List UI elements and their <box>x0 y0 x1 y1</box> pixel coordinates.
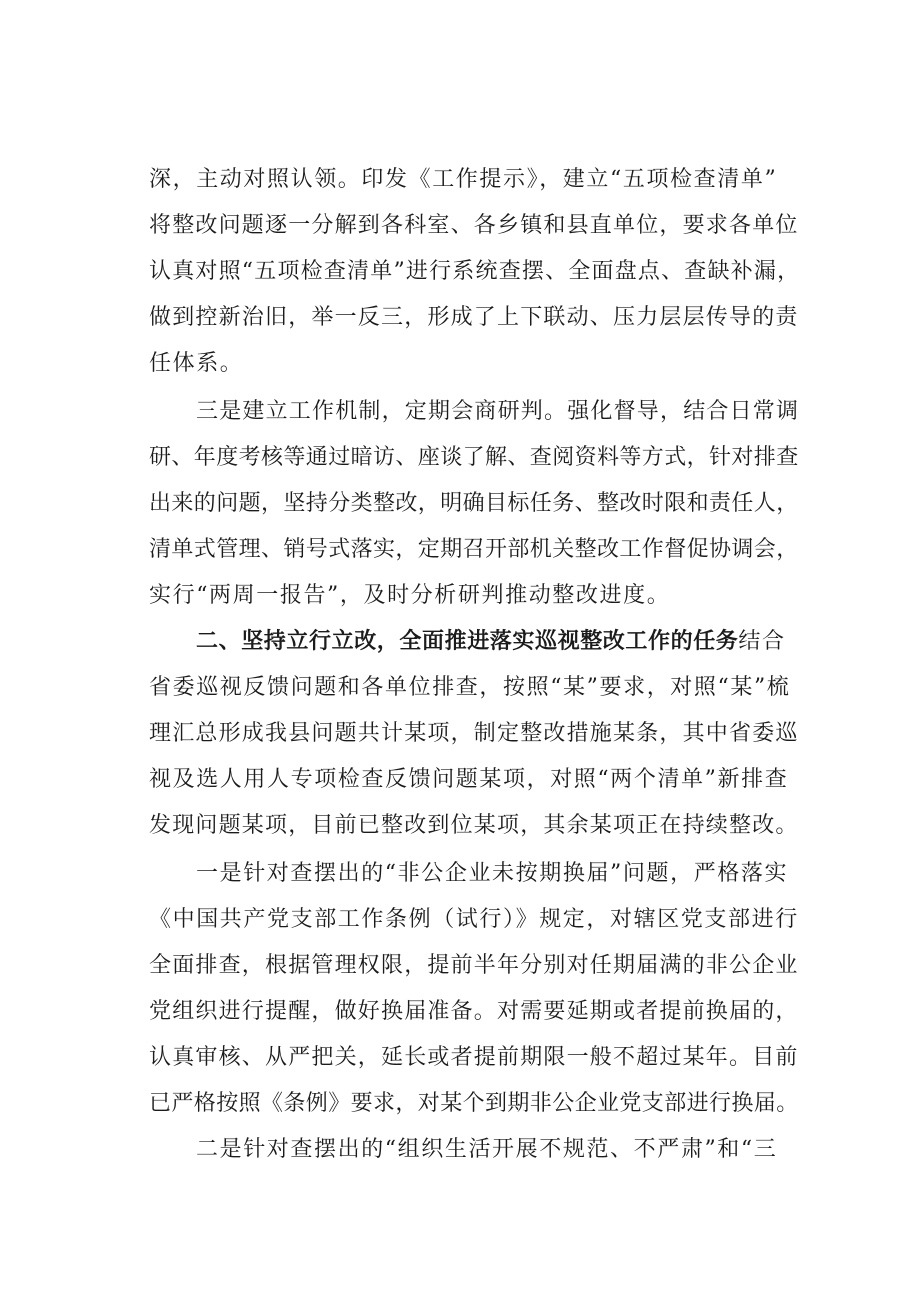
text-line: 实行“两周一报告”，及时分析研判推动整改进度。 <box>149 583 671 608</box>
text-line: 《中国共产党支部工作条例（试行）》规定，对辖区党支部进行 <box>149 907 799 932</box>
text-line: 深，主动对照认领。印发《工作提示》，建立“五项检查清单” <box>149 167 778 192</box>
text-line: 全面排查，根据管理权限，提前半年分别对任期届满的非公企业 <box>149 953 799 978</box>
section-heading: 二、坚持立行立改，全面推进落实巡视整改工作的任务 <box>196 629 739 654</box>
text-line: 理汇总形成我县问题共计某项，制定整改措施某条，其中省委巡 <box>149 721 799 746</box>
text-line: 认真对照“五项检查清单”进行系统查摆、全面盘点、查缺补漏， <box>149 259 801 284</box>
text-line: 出来的问题，坚持分类整改，明确目标任务、整改时限和责任人， <box>149 491 799 516</box>
text-line: 清单式管理、销号式落实，定期召开部机关整改工作督促协调会， <box>149 537 799 562</box>
text-line: 任体系。 <box>149 351 244 376</box>
text-line: 党组织进行提醒，做好换届准备。对需要延期或者提前换届的， <box>149 999 799 1024</box>
text-line: 省委巡视反馈问题和各单位排查，按照“某”要求，对照“某”梳 <box>149 675 791 700</box>
section-heading-line <box>196 628 786 656</box>
text-line: 将整改问题逐一分解到各科室、各乡镇和县直单位，要求各单位 <box>149 213 799 238</box>
text-line: 二是针对查摆出的“组织生活开展不规范、不严肃”和“三 <box>196 1137 778 1162</box>
heading-tail-text: 结合 <box>738 629 786 654</box>
text-line: 研、年度考核等通过暗访、座谈了解、查阅资料等方式，针对排查 <box>149 445 799 470</box>
text-line: 做到控新治旧，举一反三，形成了上下联动、压力层层传导的责 <box>149 305 799 330</box>
text-line: 发现问题某项，目前已整改到位某项，其余某项正在持续整改。 <box>149 813 799 838</box>
text-line: 视及选人用人专项检查反馈问题某项，对照“两个清单”新排查 <box>149 767 789 792</box>
text-line: 认真审核、从严把关，延长或者提前期限一般不超过某年。目前 <box>149 1045 799 1070</box>
text-line: 三是建立工作机制，定期会商研判。强化督导，结合日常调 <box>196 399 800 424</box>
text-line: 已严格按照《条例》要求，对某个到期非公企业党支部进行换届。 <box>149 1091 799 1116</box>
text-line: 一是针对查摆出的“非公企业未按期换届”问题，严格落实 <box>196 861 789 886</box>
